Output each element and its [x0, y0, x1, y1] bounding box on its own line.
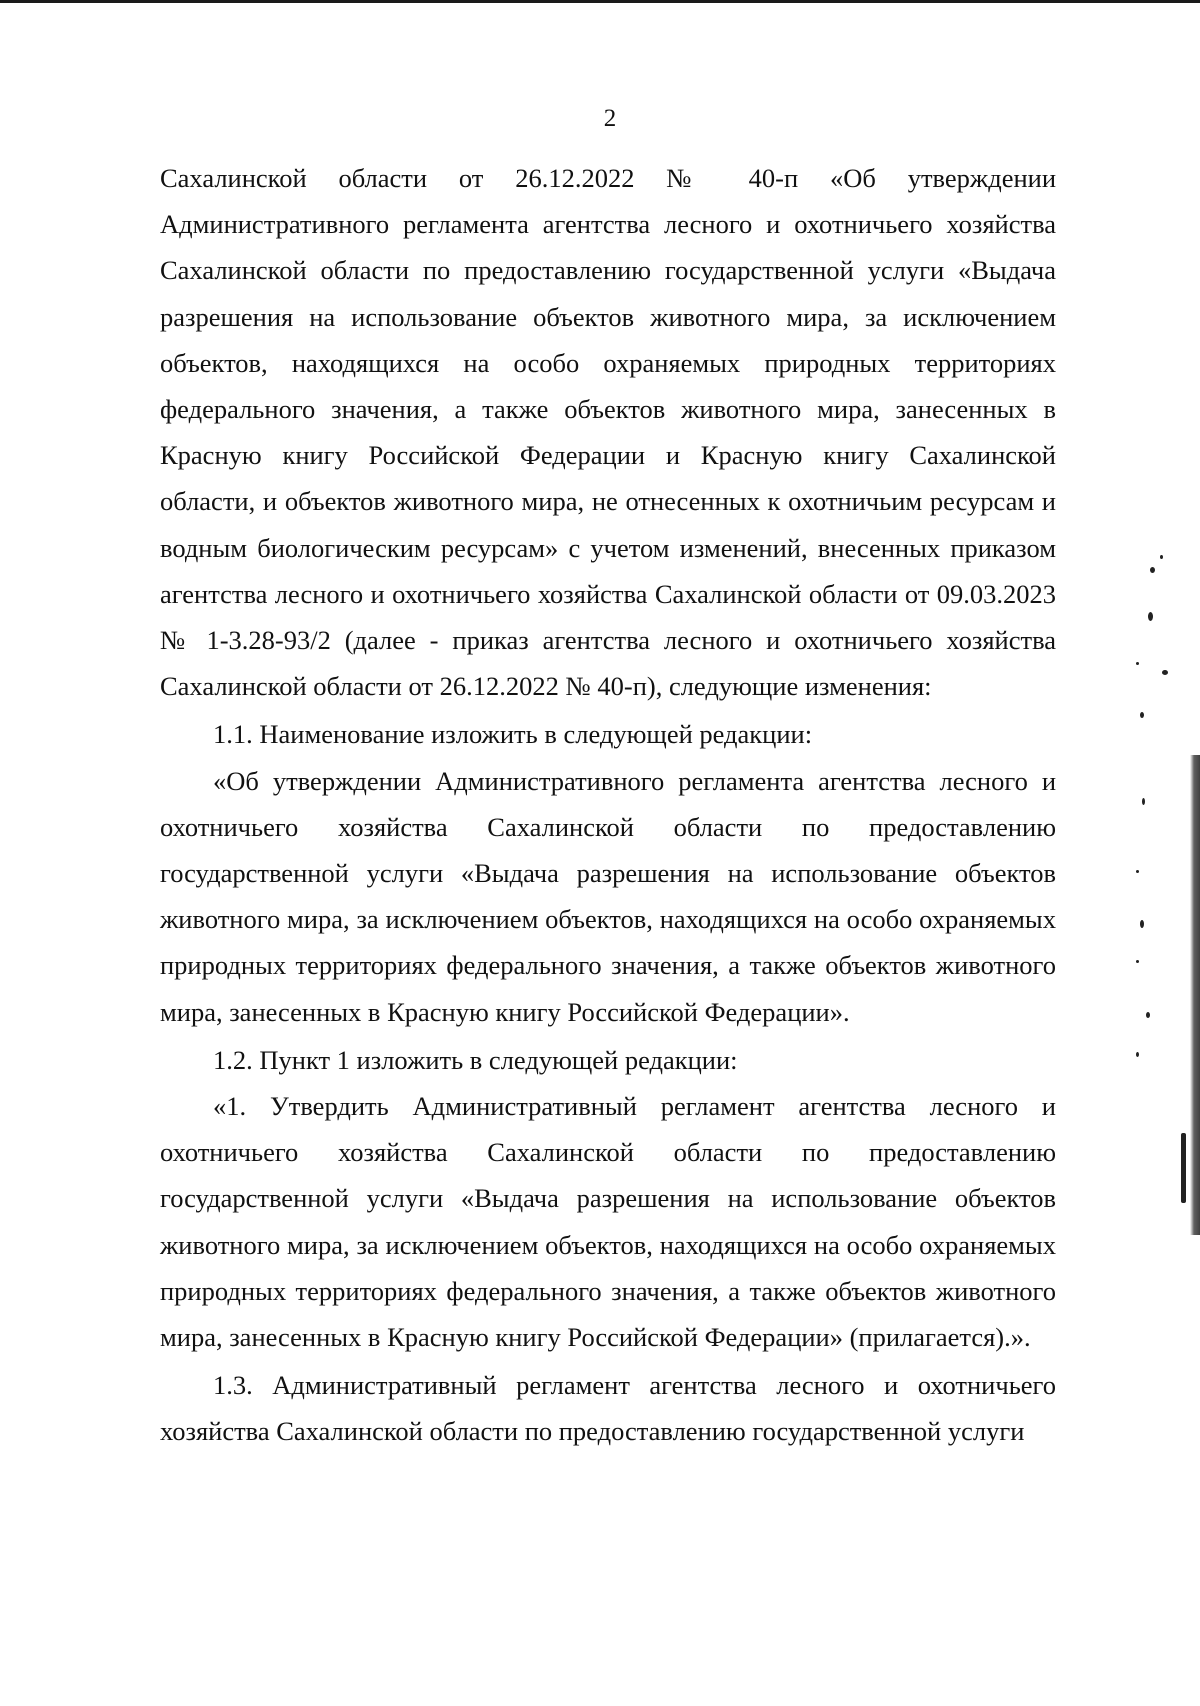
paragraph-item-1-2: 1.2. Пункт 1 изложить в следующей редакции: — [213, 1044, 738, 1075]
scan-speck — [1181, 1133, 1186, 1203]
scan-speck — [1146, 1012, 1150, 1018]
page-number: 2 — [603, 105, 617, 132]
paragraph-item-1-1: 1.1. Наименование изложить в следующей редакции: — [213, 719, 813, 750]
paragraph-new-title: «Об утверждении Административного регламента агентства лесного и охотничьего хозяйства Сахалинской области по предоставлению государственной услуги «Выдача разрешения на использование объектов животного мира, за исключением объектов, находящихся на особо охраняемых природных территориях федерального значения, а также объектов животного мира, занесенных в Красную книгу Российской Федерации». — [160, 765, 1056, 1027]
page-top-edge — [0, 0, 1200, 3]
scan-speck — [1136, 1052, 1139, 1057]
scan-speck — [1162, 670, 1168, 675]
scan-speck — [1160, 555, 1163, 559]
scan-speck — [1140, 712, 1144, 718]
scan-speck — [1136, 870, 1139, 873]
scan-speck — [1142, 798, 1145, 805]
scan-speck — [1148, 612, 1153, 621]
paragraph-new-point-1: «1. Утвердить Административный регламент агентства лесного и охотничьего хозяйства Сахалинской области по предоставлению государственной услуги «Выдача разрешения на использование объектов животного мира, за исключением объектов, находящихся на особо охраняемых природных территориях федерального значения, а также объектов животного мира, занесенных в Красную книгу Российской Федерации» (прилагается).». — [160, 1091, 1056, 1353]
scan-edge-shadow — [1190, 755, 1200, 1235]
paragraph-item-1-3: 1.3. Административный регламент агентства лесного и охотничьего хозяйства Сахалинской области по предоставлению государственной услуги — [160, 1370, 1056, 1447]
scan-speck — [1150, 567, 1155, 573]
scan-speck — [1140, 920, 1144, 928]
scan-speck — [1136, 662, 1139, 665]
document-body — [160, 155, 1056, 1455]
paragraph-continuation: Сахалинской области от 26.12.2022 № 40-п «Об утверждении Административного регламента агентства лесного и охотничьего хозяйства Сахалинской области по предоставлению государственной услуги «Выдача разрешения на использование объектов животного мира, за исключением объектов, находящихся на особо охраняемых природных территориях федерального значения, а также объектов животного мира, занесенных в Красную книгу Российской Федерации и Красную книгу Сахалинской области, и объектов животного мира, не отнесенных к охотничьим ресурсам и водным биологическим ресурсам» с учетом изменений, внесенных приказом агентства лесного и охотничьего хозяйства Сахалинской области от 09.03.2023 № 1-3.28-93/2 (далее - приказ агентства лесного и охотничьего хозяйства Сахалинской области от 26.12.2022 № 40-п), следующие изменения: — [160, 163, 1056, 702]
scan-speck — [1136, 960, 1139, 963]
